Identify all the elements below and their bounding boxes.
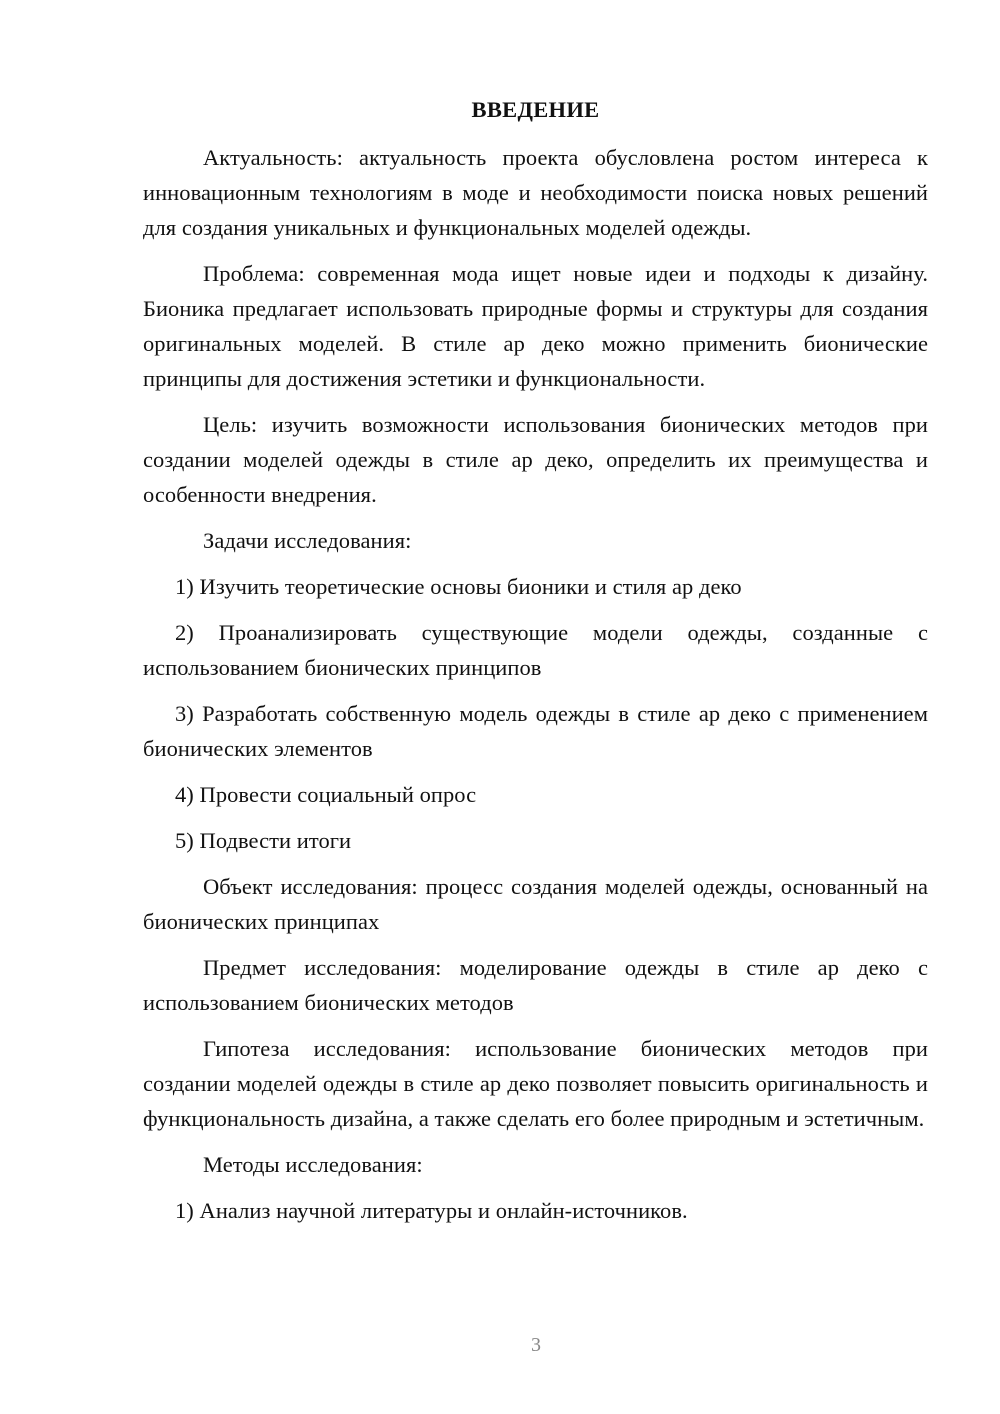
list-item-method-1: 1) Анализ научной литературы и онлайн-источников. (175, 1198, 688, 1223)
section-title: ВВЕДЕНИЕ (471, 97, 600, 122)
page-number: 3 (531, 1334, 541, 1356)
list-item-task-3: 3) Разработать собственную модель одежды в стиле ар деко с применением бионических элементов (143, 701, 928, 761)
paragraph-tasks-heading: Задачи исследования: (203, 528, 412, 553)
paragraph-object: Объект исследования: процесс создания моделей одежды, основанный на бионических принципах (143, 874, 928, 934)
list-item-task-1: 1) Изучить теоретические основы бионики и стиля ар деко (175, 574, 742, 599)
list-item-task-2: 2) Проанализировать существующие модели одежды, созданные с использованием бионических принципов (143, 620, 928, 680)
paragraph-hypothesis: Гипотеза исследования: использование бионических методов при создании моделей одежды в стиле ар деко позволяет повысить оригинальность и функциональность дизайна, а также сделать его более природным и эстетичным. (143, 1036, 928, 1131)
paragraph-relevance: Актуальность: актуальность проекта обусловлена ростом интереса к инновационным технологиям в моде и необходимости поиска новых решений для создания уникальных и функциональных моделей одежды. (143, 145, 928, 240)
list-item-task-4: 4) Провести социальный опрос (175, 782, 477, 807)
paragraph-goal: Цель: изучить возможности использования бионических методов при создании моделей одежды в стиле ар деко, определить их преимущества и особенности внедрения. (143, 412, 928, 507)
paragraph-problem: Проблема: современная мода ищет новые идеи и подходы к дизайну. Бионика предлагает использовать природные формы и структуры для создания оригинальных моделей. В стиле ар деко можно применить бионические принципы для достижения эстетики и функциональности. (143, 261, 928, 391)
document-page (143, 92, 928, 1239)
list-item-task-5: 5) Подвести итоги (175, 828, 352, 853)
paragraph-subject: Предмет исследования: моделирование одежды в стиле ар деко с использованием бионических методов (143, 955, 928, 1015)
paragraph-methods-heading: Методы исследования: (203, 1152, 423, 1177)
